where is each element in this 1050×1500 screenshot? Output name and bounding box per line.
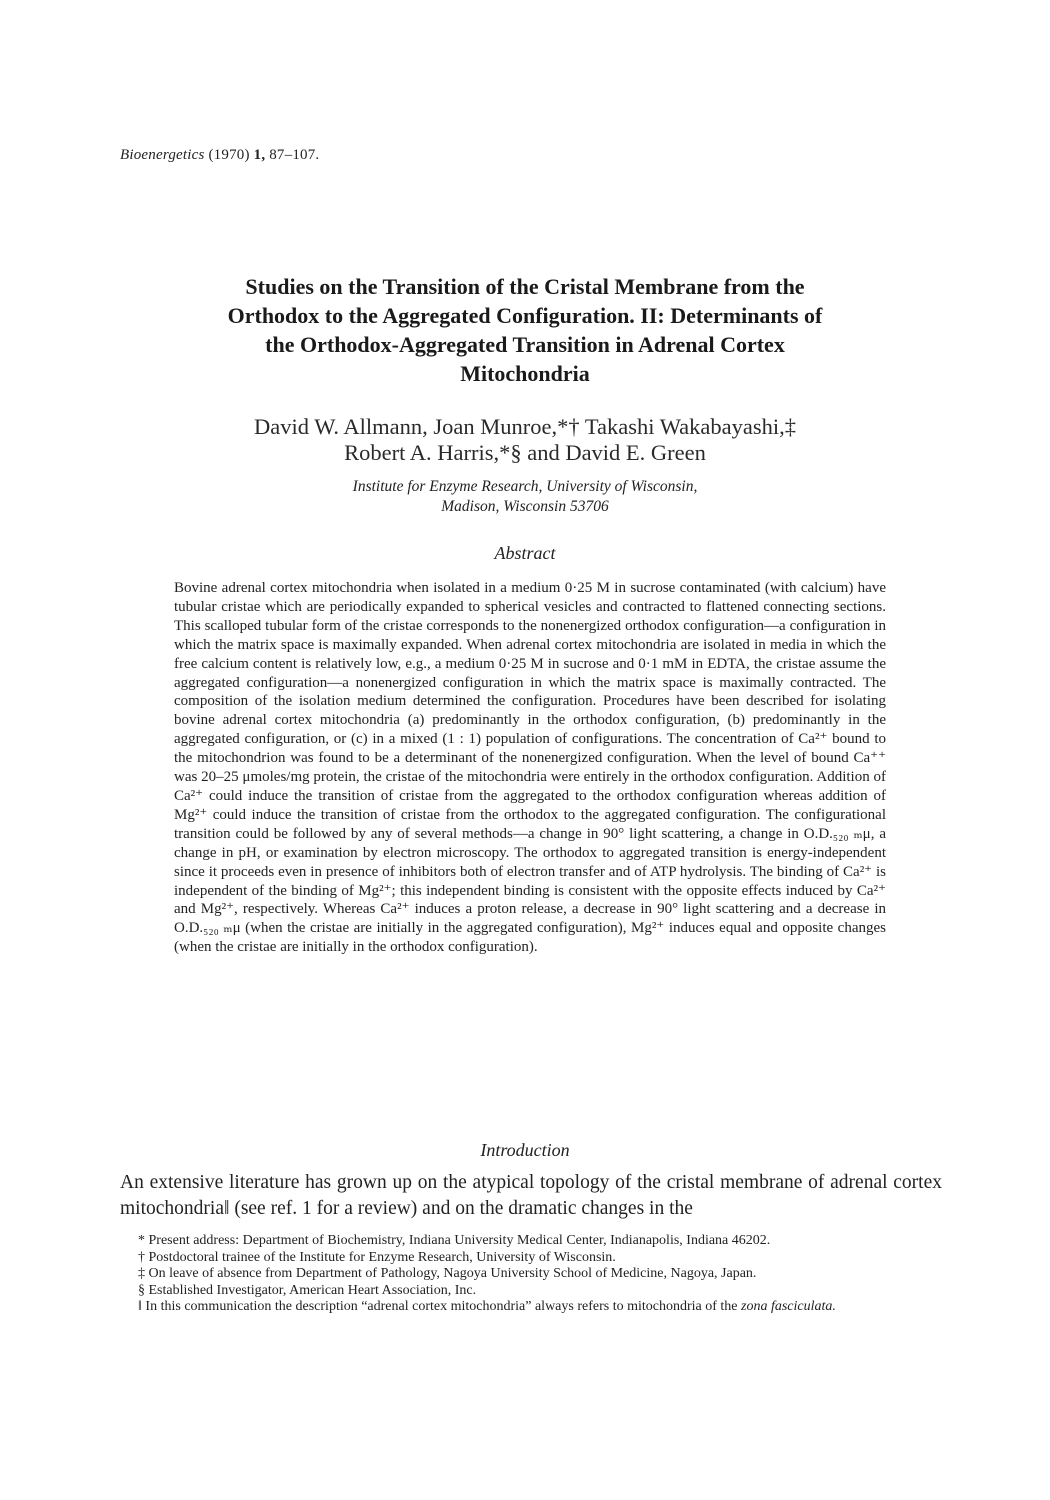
- affiliation: [130, 477, 920, 517]
- footnote-text: ‖ In this communication the description “adrenal cortex mitochondria” always refers to mitochondria of the: [138, 1299, 738, 1315]
- paper-title: [130, 272, 920, 388]
- title-line: Mitochondria: [460, 361, 590, 386]
- author-line: Robert A. Harris,*§ and David E. Green: [344, 440, 706, 465]
- footnote: [120, 1299, 942, 1316]
- journal-year: (1970): [208, 147, 250, 163]
- footnotes: [120, 1233, 942, 1316]
- title-line: Studies on the Transition of the Cristal Membrane from the: [245, 274, 805, 299]
- affiliation-line: Institute for Enzyme Research, University of Wisconsin,: [352, 478, 698, 495]
- footnote-italic-term: zona fasciculata.: [741, 1299, 836, 1315]
- journal-name: Bioenergetics: [120, 147, 205, 163]
- footnote: ‡ On leave of absence from Department of Pathology, Nagoya University School of Medicine, Nagoya, Japan.: [138, 1266, 757, 1282]
- journal-pages: 87–107.: [269, 147, 320, 163]
- author-list: [130, 414, 920, 466]
- introduction-body: An extensive literature has grown up on the atypical topology of the cristal membrane of adrenal cortex mitochondria‖ (see ref. 1 for a review) and on the dramatic changes in the: [120, 1172, 942, 1219]
- footnote: § Established Investigator, American Heart Association, Inc.: [138, 1282, 477, 1298]
- abstract-body: Bovine adrenal cortex mitochondria when isolated in a medium 0·25 M in sucrose contaminated (with calcium) have tubular cristae which are periodically expanded to spherical vesicles and contracted to flattened connecting sections. This scalloped tubular form of the cristae corresponds to the nonenergized orthodox configuration—a configuration in which the matrix space is maximally expanded. When adrenal cortex mitochondria are isolated in media in which the free calcium content is relatively low, e.g., a medium 0·25 M in sucrose and 0·1 mM in EDTA, the cristae assume the aggregated configuration—a nonenergized configuration in which the matrix space is maximally contracted. The composition of the isolation medium determined the configuration. Procedures have been described for isolating bovine adrenal cortex mitochondria (a) predominantly in the orthodox configuration, (b) predominantly in the aggregated configuration, or (c) in a mixed (1 : 1) population of configurations. The concentration of Ca²⁺ bound to the mitochondrion was found to be a determinant of the nonenergized configuration. When the level of bound Ca⁺⁺ was 20–25 μmoles/mg protein, the cristae of the mitochondria were entirely in the orthodox configuration. Addition of Ca²⁺ could induce the transition of cristae from the aggregated to the orthodox configuration whereas addition of Mg²⁺ could induce the transition of cristae from the orthodox to the aggregated configuration. The configurational transition could be followed by any of several methods—a change in 90° light scattering, a change in O.D.₅₂₀ ₘμ, a change in pH, or examination by electron microscopy. The orthodox to aggregated transition is energy-independent since it proceeds even in presence of inhibitors both of electron transfer and of ATP hydrolysis. The binding of Ca²⁺ is independent of the binding of Mg²⁺; this independent binding is consistent with the opposite effects induced by Ca²⁺ and Mg²⁺, respectively. Whereas Ca²⁺ induces a proton release, a decrease in 90° light scattering and a decrease in O.D.₅₂₀ ₘμ (when the cristae are initially in the aggregated configuration), Mg²⁺ induces equal and opposite changes (when the cristae are initially in the orthodox configuration).: [174, 580, 886, 956]
- footnote: † Postdoctoral trainee of the Institute for Enzyme Research, University of Wisconsin.: [138, 1249, 616, 1265]
- abstract-heading: Abstract: [494, 543, 556, 563]
- affiliation-line: Madison, Wisconsin 53706: [441, 498, 609, 515]
- journal-volume: 1,: [253, 147, 266, 163]
- journal-citation: [120, 147, 319, 164]
- title-line: the Orthodox-Aggregated Transition in Adrenal Cortex: [265, 332, 785, 357]
- footnote: * Present address: Department of Biochemistry, Indiana University Medical Center, Indianapolis, Indiana 46202.: [138, 1233, 771, 1248]
- introduction-heading: Introduction: [480, 1140, 570, 1160]
- author-line: David W. Allmann, Joan Munroe,*† Takashi Wakabayashi,‡: [254, 414, 796, 439]
- title-line: Orthodox to the Aggregated Configuration. II: Determinants of: [227, 303, 823, 328]
